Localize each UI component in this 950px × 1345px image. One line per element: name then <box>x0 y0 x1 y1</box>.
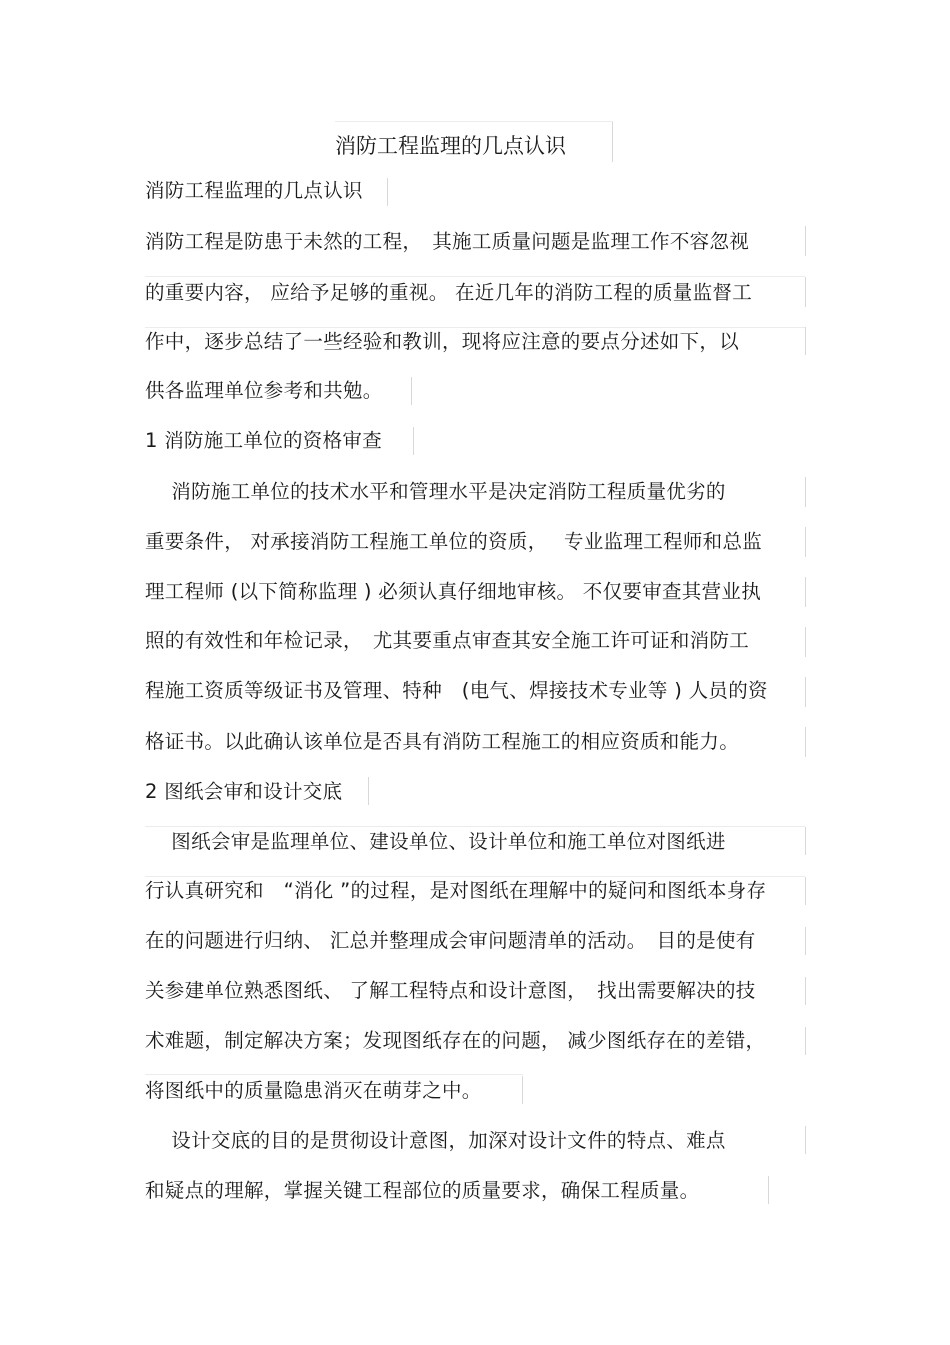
paragraph-line: 重要条件， 对承接消防工程施工单位的资质， 专业监理工程师和总监 <box>145 530 763 553</box>
edge-mark <box>805 1126 806 1154</box>
edge-mark <box>612 122 613 162</box>
paragraph-line: 作中，逐步总结了一些经验和教训，现将应注意的要点分述如下，以 <box>145 330 740 353</box>
edge-mark <box>805 627 806 657</box>
paragraph-line: 程施工资质等级证书及管理、特种 (电气、焊接技术专业等 ) 人员的资 <box>145 679 768 702</box>
guide-line <box>145 1074 523 1075</box>
paragraph-line: 格证书。以此确认该单位是否具有消防工程施工的相应资质和能力。 <box>145 730 740 753</box>
paragraph-line: 设计交底的目的是贯彻设计意图，加深对设计文件的特点、难点 <box>145 1129 726 1152</box>
edge-mark <box>805 1027 806 1055</box>
edge-mark <box>805 827 806 855</box>
document-subtitle: 消防工程监理的几点认识 <box>145 179 363 202</box>
edge-mark <box>522 1076 523 1104</box>
paragraph-line: 的重要内容， 应给予足够的重视。 在近几年的消防工程的质量监督工 <box>145 281 752 304</box>
edge-mark <box>805 977 806 1005</box>
paragraph-line: 图纸会审是监理单位、建设单位、设计单位和施工单位对图纸进 <box>145 830 726 853</box>
edge-mark <box>805 226 806 256</box>
document-title: 消防工程监理的几点认识 <box>335 134 566 158</box>
paragraph-line: 在的问题进行归纳、 汇总并整理成会审问题清单的活动。 目的是使有 <box>145 929 756 952</box>
paragraph-line: 消防工程是防患于未然的工程， 其施工质量问题是监理工作不容忽视 <box>145 230 750 253</box>
edge-mark <box>411 377 412 405</box>
paragraph-line: 和疑点的理解，掌握关键工程部位的质量要求，确保工程质量。 <box>145 1179 700 1202</box>
guide-line <box>335 121 613 122</box>
edge-mark <box>805 877 806 905</box>
paragraph-line: 关参建单位熟悉图纸、 了解工程特点和设计意图， 找出需要解决的技 <box>145 979 756 1002</box>
paragraph-line: 消防施工单位的技术水平和管理水平是决定消防工程质量优劣的 <box>145 480 726 503</box>
edge-mark <box>387 178 388 206</box>
edge-mark <box>805 577 806 607</box>
section-heading-1: 1 消防施工单位的资格审查 <box>145 429 383 452</box>
guide-line <box>145 327 805 328</box>
edge-mark <box>805 677 806 707</box>
paragraph-line: 行认真研究和 “消化 ”的过程，是对图纸在理解中的疑问和图纸本身存 <box>145 879 767 902</box>
paragraph-line: 照的有效性和年检记录， 尤其要重点审查其安全施工许可证和消防工 <box>145 629 750 652</box>
section-heading-2: 2 图纸会审和设计交底 <box>145 780 343 803</box>
edge-mark <box>805 927 806 955</box>
edge-mark <box>805 727 806 757</box>
guide-line <box>145 876 805 877</box>
paragraph-line: 术难题，制定解决方案；发现图纸存在的问题， 减少图纸存在的差错， <box>145 1029 766 1052</box>
paragraph-line: 将图纸中的质量隐患消灭在萌芽之中。 <box>145 1079 482 1102</box>
paragraph-line: 供各监理单位参考和共勉。 <box>145 379 383 402</box>
edge-mark <box>805 277 806 307</box>
guide-line <box>145 826 805 827</box>
paragraph-line: 理工程师 (以下简称监理 ) 必须认真仔细地审核。 不仅要审查其营业执 <box>145 580 762 603</box>
guide-line <box>145 276 805 277</box>
edge-mark <box>368 777 369 805</box>
edge-mark <box>413 427 414 455</box>
edge-mark <box>805 477 806 507</box>
edge-mark <box>805 327 806 355</box>
edge-mark <box>805 527 806 557</box>
edge-mark <box>768 1176 769 1204</box>
